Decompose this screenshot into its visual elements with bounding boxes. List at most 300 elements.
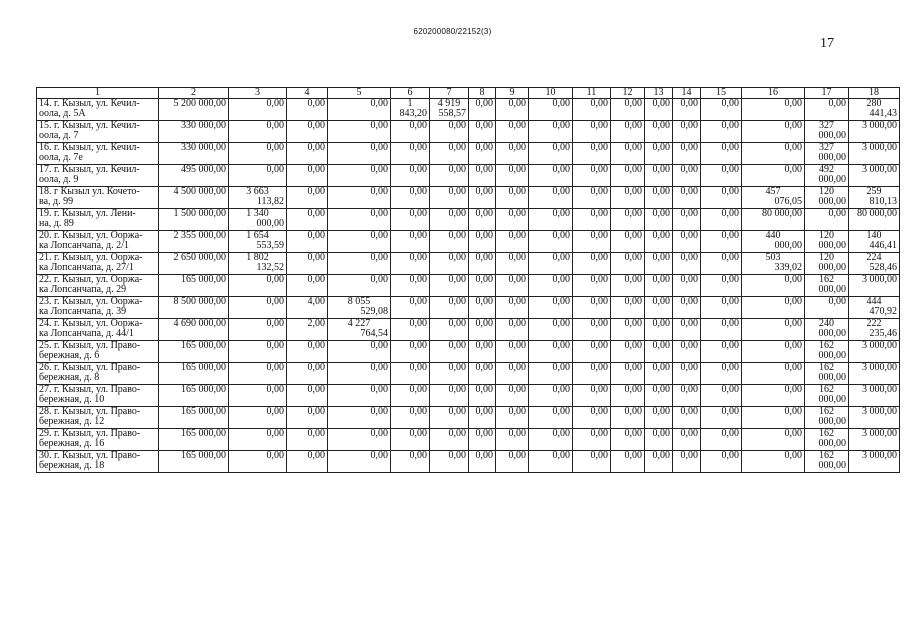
- value-cell: [849, 297, 900, 319]
- value-line: 810,13: [869, 196, 897, 208]
- value-cell: [328, 297, 391, 319]
- value-line: 0,00: [266, 406, 284, 417]
- value-cell: [645, 319, 673, 341]
- value-line: 80 000,00: [762, 208, 802, 219]
- address-line: 24. г. Кызыл, ул. Ооржа-: [39, 318, 143, 329]
- value-line: 3 000,00: [862, 362, 897, 373]
- value-cell: [430, 407, 469, 429]
- value-cell: [391, 253, 430, 275]
- budget-table: [36, 87, 900, 473]
- value-line: 0,00: [784, 296, 802, 307]
- value-cell: [645, 363, 673, 385]
- value-line: 0,00: [307, 252, 325, 263]
- value-line: 0,00: [448, 318, 466, 329]
- value-line: 0,00: [590, 384, 608, 395]
- value-line: 0,00: [624, 318, 642, 329]
- value-cell: [611, 165, 645, 187]
- value-line: 0,00: [652, 384, 670, 395]
- value-line: 843,20: [399, 108, 427, 120]
- value-cell: [529, 253, 573, 275]
- value-cell: [430, 187, 469, 209]
- value-line: 0,00: [508, 406, 526, 417]
- column-header: 12: [611, 88, 645, 99]
- value-cell: [430, 275, 469, 297]
- value-cell: [229, 451, 287, 473]
- address-cell: [37, 121, 159, 143]
- value-line: 240: [819, 318, 834, 329]
- column-header: 4: [287, 88, 328, 99]
- value-cell: [287, 99, 328, 121]
- value-cell: [645, 209, 673, 231]
- value-cell: [496, 187, 529, 209]
- value-line: 0,00: [508, 340, 526, 351]
- address-line: бережная, д. 18: [39, 460, 105, 472]
- value-cell: [611, 319, 645, 341]
- value-cell: [469, 209, 496, 231]
- value-cell: [805, 319, 849, 341]
- value-cell: [611, 429, 645, 451]
- value-line: 0,00: [624, 340, 642, 351]
- value-line: 3 663: [246, 186, 269, 197]
- value-cell: [391, 385, 430, 407]
- value-cell: [573, 143, 611, 165]
- value-cell: [573, 99, 611, 121]
- value-line: 529,08: [360, 306, 388, 318]
- value-line: 5 200 000,00: [173, 98, 226, 109]
- value-cell: [742, 407, 805, 429]
- value-line: 140: [866, 230, 882, 241]
- value-cell: [496, 363, 529, 385]
- value-cell: [287, 231, 328, 253]
- value-cell: [742, 429, 805, 451]
- value-cell: [611, 451, 645, 473]
- value-line: 0,00: [721, 164, 739, 175]
- value-line: 0,00: [448, 186, 466, 197]
- table-row: [37, 165, 900, 187]
- value-cell: [673, 253, 701, 275]
- value-cell: [159, 297, 229, 319]
- value-line: 0,00: [552, 252, 570, 263]
- value-line: 3 000,00: [862, 406, 897, 417]
- value-cell: [496, 231, 529, 253]
- value-line: 0,00: [680, 340, 698, 351]
- value-line: 0,00: [266, 450, 284, 461]
- value-cell: [496, 275, 529, 297]
- value-line: 0,00: [370, 362, 388, 373]
- value-cell: [229, 341, 287, 363]
- value-line: 0,00: [552, 274, 570, 285]
- value-line: 0,00: [652, 296, 670, 307]
- value-line: 0,00: [448, 208, 466, 219]
- value-cell: [529, 209, 573, 231]
- value-line: 0,00: [448, 164, 466, 175]
- value-cell: [849, 99, 900, 121]
- value-cell: [287, 275, 328, 297]
- value-line: 0,00: [784, 318, 802, 329]
- value-line: 0,00: [784, 142, 802, 153]
- value-line: 0,00: [475, 406, 493, 417]
- value-cell: [645, 297, 673, 319]
- value-cell: [391, 231, 430, 253]
- value-line: 0,00: [590, 164, 608, 175]
- value-cell: [611, 253, 645, 275]
- value-line: 0,00: [370, 406, 388, 417]
- value-line: 0,00: [680, 428, 698, 439]
- value-line: 0,00: [409, 252, 427, 263]
- value-cell: [229, 429, 287, 451]
- value-line: 0,00: [624, 296, 642, 307]
- value-cell: [287, 341, 328, 363]
- value-line: 0,00: [307, 164, 325, 175]
- value-cell: [469, 297, 496, 319]
- value-cell: [742, 99, 805, 121]
- value-line: 0,00: [721, 252, 739, 263]
- address-line: 17. г. Кызыл, ул. Кечил-: [39, 164, 140, 175]
- value-cell: [391, 341, 430, 363]
- value-cell: [849, 231, 900, 253]
- address-line: 19. г. Кызыл, ул. Лени-: [39, 208, 136, 219]
- value-cell: [701, 209, 742, 231]
- value-line: 0,00: [409, 120, 427, 131]
- value-line: 0,00: [590, 252, 608, 263]
- value-line: 0,00: [680, 164, 698, 175]
- value-cell: [742, 121, 805, 143]
- value-cell: [573, 297, 611, 319]
- value-cell: [430, 231, 469, 253]
- value-cell: [673, 121, 701, 143]
- value-cell: [159, 99, 229, 121]
- value-cell: [673, 319, 701, 341]
- value-cell: [430, 297, 469, 319]
- value-cell: [529, 451, 573, 473]
- value-line: 0,00: [475, 208, 493, 219]
- value-line: 0,00: [508, 362, 526, 373]
- value-line: 0,00: [590, 230, 608, 241]
- value-line: 0,00: [652, 450, 670, 461]
- value-line: 0,00: [552, 428, 570, 439]
- value-line: 0,00: [680, 450, 698, 461]
- address-line: 25. г. Кызыл, ул. Право-: [39, 340, 141, 351]
- value-cell: [805, 209, 849, 231]
- value-line: 000,00: [818, 174, 846, 186]
- value-cell: [673, 297, 701, 319]
- value-line: 0,00: [370, 230, 388, 241]
- value-line: 0,00: [370, 274, 388, 285]
- address-cell: [37, 407, 159, 429]
- value-line: 0,00: [624, 362, 642, 373]
- value-cell: [849, 209, 900, 231]
- value-cell: [645, 231, 673, 253]
- value-cell: [391, 209, 430, 231]
- value-line: 000,00: [818, 196, 846, 208]
- value-cell: [529, 297, 573, 319]
- value-line: 327: [819, 120, 834, 131]
- value-cell: [645, 385, 673, 407]
- value-cell: [742, 209, 805, 231]
- value-line: 0,00: [721, 384, 739, 395]
- column-header: 1: [37, 88, 159, 99]
- value-cell: [496, 385, 529, 407]
- value-cell: [611, 187, 645, 209]
- address-cell: [37, 143, 159, 165]
- value-line: 0,00: [680, 142, 698, 153]
- value-line: 120: [819, 230, 834, 241]
- value-line: 0,00: [508, 274, 526, 285]
- value-line: 0,00: [552, 230, 570, 241]
- value-cell: [529, 143, 573, 165]
- value-cell: [673, 143, 701, 165]
- value-cell: [159, 407, 229, 429]
- value-line: 0,00: [448, 120, 466, 131]
- address-cell: [37, 275, 159, 297]
- address-line: ка Лопсанчапа, д. 44/1: [39, 328, 134, 340]
- value-cell: [496, 297, 529, 319]
- column-header: 5: [328, 88, 391, 99]
- value-line: 0,00: [508, 142, 526, 153]
- value-cell: [573, 363, 611, 385]
- value-cell: [430, 165, 469, 187]
- value-cell: [611, 99, 645, 121]
- value-line: 0,00: [448, 450, 466, 461]
- value-line: 3 000,00: [862, 120, 897, 131]
- value-cell: [496, 99, 529, 121]
- table-row: [37, 297, 900, 319]
- value-cell: [496, 319, 529, 341]
- value-cell: [287, 319, 328, 341]
- column-header: 14: [673, 88, 701, 99]
- value-cell: [645, 407, 673, 429]
- value-line: 0,00: [409, 384, 427, 395]
- value-line: 0,00: [370, 142, 388, 153]
- value-line: 0,00: [652, 340, 670, 351]
- value-cell: [673, 385, 701, 407]
- value-line: 0,00: [680, 98, 698, 109]
- value-cell: [742, 275, 805, 297]
- value-cell: [611, 407, 645, 429]
- value-cell: [529, 275, 573, 297]
- value-line: 0,00: [721, 450, 739, 461]
- value-line: 1 500 000,00: [173, 208, 226, 219]
- value-line: 0,00: [409, 142, 427, 153]
- value-cell: [805, 187, 849, 209]
- table-row: [37, 121, 900, 143]
- column-header: 3: [229, 88, 287, 99]
- value-line: 162: [819, 274, 834, 285]
- value-line: 0,00: [652, 318, 670, 329]
- address-cell: [37, 429, 159, 451]
- value-cell: [391, 121, 430, 143]
- table-row: [37, 385, 900, 407]
- value-cell: [805, 99, 849, 121]
- value-cell: [159, 209, 229, 231]
- value-cell: [645, 143, 673, 165]
- value-line: 1 340: [246, 208, 269, 219]
- value-line: 000,00: [818, 152, 846, 164]
- value-cell: [159, 451, 229, 473]
- value-line: 0,00: [448, 252, 466, 263]
- value-line: 3 000,00: [862, 142, 897, 153]
- value-line: 0,00: [448, 384, 466, 395]
- value-line: 2 650 000,00: [173, 252, 226, 263]
- value-cell: [805, 385, 849, 407]
- value-cell: [573, 209, 611, 231]
- value-line: 000,00: [256, 218, 284, 230]
- value-cell: [645, 451, 673, 473]
- value-line: 4 919: [437, 98, 461, 109]
- value-line: 0,00: [307, 362, 325, 373]
- value-line: 0,00: [409, 362, 427, 373]
- value-cell: [328, 231, 391, 253]
- value-line: 0,00: [590, 340, 608, 351]
- value-cell: [287, 407, 328, 429]
- value-line: 0,00: [307, 142, 325, 153]
- value-cell: [673, 275, 701, 297]
- value-line: 0,00: [590, 208, 608, 219]
- column-header: 7: [430, 88, 469, 99]
- value-cell: [849, 385, 900, 407]
- value-line: 0,00: [590, 318, 608, 329]
- value-line: 0,00: [409, 186, 427, 197]
- value-line: 0,00: [307, 120, 325, 131]
- value-line: 4,00: [307, 296, 325, 307]
- value-cell: [391, 99, 430, 121]
- value-line: 470,92: [869, 306, 897, 318]
- value-line: 0,00: [590, 296, 608, 307]
- value-line: 0,00: [552, 208, 570, 219]
- value-cell: [287, 165, 328, 187]
- value-cell: [430, 99, 469, 121]
- value-cell: [611, 363, 645, 385]
- value-line: 0,00: [652, 98, 670, 109]
- value-line: 0,00: [552, 340, 570, 351]
- value-cell: [742, 385, 805, 407]
- value-cell: [805, 297, 849, 319]
- value-line: 0,00: [652, 252, 670, 263]
- value-line: 0,00: [721, 120, 739, 131]
- value-cell: [391, 275, 430, 297]
- value-cell: [469, 121, 496, 143]
- value-cell: [573, 451, 611, 473]
- value-line: 4 690 000,00: [173, 318, 226, 329]
- value-cell: [805, 143, 849, 165]
- value-cell: [469, 99, 496, 121]
- value-line: 3 000,00: [862, 450, 897, 461]
- value-cell: [742, 165, 805, 187]
- value-cell: [673, 165, 701, 187]
- address-cell: [37, 363, 159, 385]
- value-line: 0,00: [652, 208, 670, 219]
- table-row: [37, 407, 900, 429]
- value-cell: [645, 187, 673, 209]
- value-line: 4 227: [347, 318, 371, 329]
- value-line: 0,00: [721, 428, 739, 439]
- value-cell: [391, 363, 430, 385]
- value-cell: [742, 297, 805, 319]
- value-line: 0,00: [721, 98, 739, 109]
- value-cell: [229, 253, 287, 275]
- value-line: 0,00: [784, 120, 802, 131]
- value-cell: [645, 99, 673, 121]
- value-line: 000,00: [818, 372, 846, 384]
- value-line: 3 000,00: [862, 274, 897, 285]
- table-row: [37, 275, 900, 297]
- value-line: 1: [407, 98, 413, 109]
- value-line: 0,00: [624, 450, 642, 461]
- value-cell: [673, 451, 701, 473]
- value-cell: [391, 143, 430, 165]
- value-line: 457: [765, 186, 781, 197]
- value-cell: [805, 429, 849, 451]
- value-line: 0,00: [590, 142, 608, 153]
- value-cell: [328, 341, 391, 363]
- address-cell: [37, 231, 159, 253]
- value-line: 0,00: [508, 120, 526, 131]
- address-cell: [37, 99, 159, 121]
- value-cell: [701, 231, 742, 253]
- value-cell: [430, 341, 469, 363]
- value-line: 0,00: [590, 362, 608, 373]
- value-cell: [430, 429, 469, 451]
- table-row: [37, 341, 900, 363]
- value-line: 0,00: [370, 120, 388, 131]
- value-cell: [849, 363, 900, 385]
- value-cell: [430, 451, 469, 473]
- value-line: 0,00: [680, 230, 698, 241]
- value-line: 0,00: [721, 318, 739, 329]
- value-line: 120: [819, 186, 834, 197]
- value-cell: [287, 253, 328, 275]
- value-line: 0,00: [266, 340, 284, 351]
- value-line: 0,00: [652, 230, 670, 241]
- value-line: 0,00: [680, 384, 698, 395]
- value-line: 162: [819, 450, 834, 461]
- value-line: 222: [866, 318, 882, 329]
- value-cell: [159, 275, 229, 297]
- value-cell: [742, 341, 805, 363]
- value-line: 0,00: [508, 252, 526, 263]
- value-line: 0,00: [624, 142, 642, 153]
- column-header: 9: [496, 88, 529, 99]
- value-cell: [701, 297, 742, 319]
- value-line: 0,00: [680, 406, 698, 417]
- value-line: 0,00: [624, 384, 642, 395]
- address-cell: [37, 297, 159, 319]
- value-line: 0,00: [475, 450, 493, 461]
- value-cell: [573, 319, 611, 341]
- value-line: 0,00: [370, 186, 388, 197]
- column-header: 16: [742, 88, 805, 99]
- value-line: 165 000,00: [181, 340, 226, 351]
- address-line: ка Лопсанчапа, д. 29: [39, 284, 127, 296]
- value-cell: [328, 407, 391, 429]
- value-cell: [328, 143, 391, 165]
- value-cell: [742, 143, 805, 165]
- value-cell: [742, 319, 805, 341]
- value-line: 2,00: [307, 318, 325, 329]
- value-cell: [645, 429, 673, 451]
- value-cell: [573, 187, 611, 209]
- value-cell: [328, 451, 391, 473]
- value-line: 0,00: [307, 384, 325, 395]
- value-line: 0,00: [508, 98, 526, 109]
- value-cell: [229, 275, 287, 297]
- value-cell: [701, 451, 742, 473]
- value-cell: [849, 319, 900, 341]
- value-line: 0,00: [508, 186, 526, 197]
- table-row: [37, 253, 900, 275]
- value-cell: [673, 231, 701, 253]
- value-line: 0,00: [370, 428, 388, 439]
